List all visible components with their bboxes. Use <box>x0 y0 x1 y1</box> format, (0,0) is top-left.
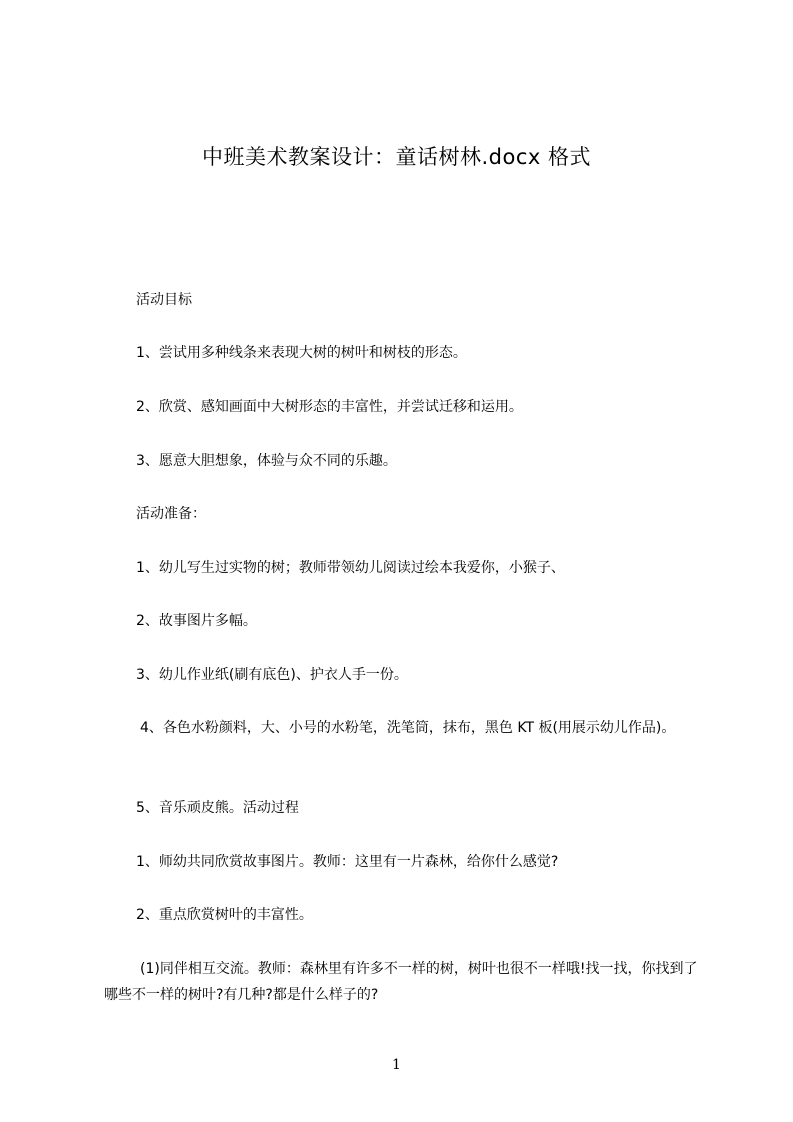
paragraph-process-2: 2、重点欣赏树叶的丰富性。 <box>136 907 313 923</box>
paragraph-activity-goals-heading: 活动目标 <box>136 292 192 308</box>
paragraph-preparation-heading: 活动准备： <box>136 506 206 522</box>
paragraph-preparation-5: 5、音乐顽皮熊。活动过程 <box>136 800 299 816</box>
paragraph-process-2-1: (1)同伴相互交流。教师：森林里有许多不一样的树，树叶也很不一样哦!找一找，你找到了哪些不一样的树叶?有几种?都是什么样子的? <box>104 961 698 1003</box>
paragraph-preparation-4: 4、各色水粉颜料，大、小号的水粉笔，洗笔筒，抹布，黑色 KT 板(用展示幼儿作品)。 <box>140 720 676 736</box>
paragraph-goal-1: 1、尝试用多种线条来表现大树的树叶和树枝的形态。 <box>136 345 467 361</box>
paragraph-preparation-3: 3、幼儿作业纸(刷有底色)、护衣人手一份。 <box>136 667 408 683</box>
paragraph-preparation-1: 1、幼儿写生过实物的树；教师带领幼儿阅读过绘本我爱你，小猴子、 <box>136 560 565 576</box>
paragraph-process-1: 1、师幼共同欣赏故事图片。教师：这里有一片森林，给你什么感觉? <box>136 854 559 870</box>
page-number: 1 <box>392 1057 401 1073</box>
paragraph-goal-2: 2、欣赏、感知画面中大树形态的丰富性，并尝试迁移和运用。 <box>136 399 523 415</box>
document-title: 中班美术教案设计：童话树林.docx 格式 <box>201 145 591 169</box>
paragraph-preparation-2: 2、故事图片多幅。 <box>136 613 257 629</box>
paragraph-goal-3: 3、愿意大胆想象，体验与众不同的乐趣。 <box>136 453 397 469</box>
